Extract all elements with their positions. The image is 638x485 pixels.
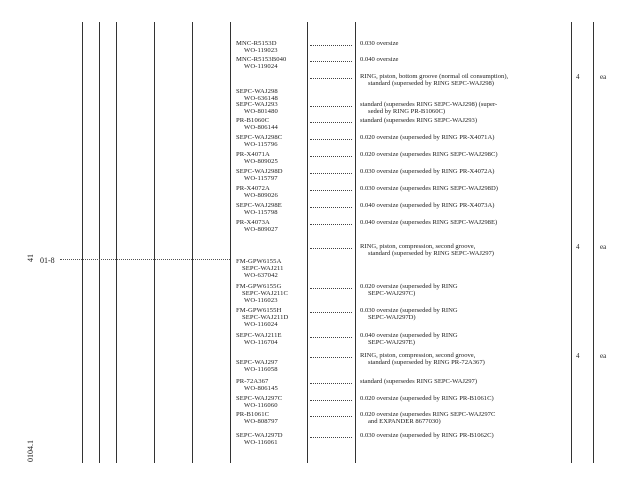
dot-leader — [310, 190, 352, 191]
part-number-line: WO-116704 — [244, 339, 278, 347]
part-number-line: PR-B1060C — [236, 117, 270, 124]
part-number — [236, 56, 306, 70]
page-number: 41 — [26, 254, 35, 262]
dot-leader — [310, 45, 352, 46]
dot-leader — [310, 288, 352, 289]
description — [360, 219, 568, 226]
part-number-line: PR-B1061C — [236, 411, 270, 418]
part-number — [236, 258, 306, 280]
quantity: 4 — [576, 352, 580, 360]
part-number-line: WO-801480 — [244, 108, 278, 116]
dot-leader — [310, 312, 352, 313]
part-number-line: PR-X4072A — [236, 185, 270, 192]
part-number-line: SEPC-WAJ211C — [242, 290, 289, 298]
description-line: 0.020 oversize (supersedes RING SEPC-WAJ297C — [360, 411, 496, 418]
dot-leader — [310, 139, 352, 140]
dot-leader — [310, 156, 352, 157]
quantity: 4 — [576, 243, 580, 251]
part-number-line: SEPC-WAJ297 — [236, 359, 278, 366]
part-number — [236, 185, 306, 199]
part-number-line: WO-116061 — [244, 439, 278, 447]
quantity: 4 — [576, 73, 580, 81]
description — [360, 151, 568, 158]
description — [360, 378, 568, 385]
description — [360, 283, 568, 297]
part-number-line: MNC-R5153B040 — [236, 56, 287, 63]
description — [360, 432, 568, 439]
dot-leader — [310, 106, 352, 107]
part-number — [236, 101, 306, 115]
description-line: standard (supersedes RING SEPC-WAJ297) — [360, 378, 478, 385]
description — [360, 202, 568, 209]
part-number — [236, 378, 306, 392]
description-line: and EXPANDER 8677030) — [368, 418, 441, 426]
description-line: standard (supersedes RING SEPC-WAJ293) — [360, 117, 478, 124]
unit-of-issue: ea — [600, 73, 607, 81]
dot-leader — [310, 337, 352, 338]
dot-leader — [310, 122, 352, 123]
description — [360, 40, 568, 47]
part-number-line: SEPC-WAJ298D — [236, 168, 283, 175]
part-number-line: WO-115798 — [244, 209, 278, 217]
part-number-line: WO-116024 — [244, 321, 278, 329]
group-index: 01-8 — [40, 256, 55, 265]
unit-of-issue: ea — [600, 352, 607, 360]
part-number — [236, 40, 306, 54]
description — [360, 395, 568, 402]
column-rule — [571, 22, 572, 463]
description-line: 0.040 oversize (supersedes RING SEPC-WAJ298E) — [360, 219, 498, 226]
part-number-line: WO-809026 — [244, 192, 278, 200]
page-code: 0104.1 — [26, 440, 35, 462]
dot-leader — [310, 224, 352, 225]
description-line: 0.020 oversize (superseded by RING PR-B1061C) — [360, 395, 494, 402]
group-leader — [60, 259, 230, 260]
part-number — [236, 283, 306, 305]
description — [360, 352, 568, 366]
dot-leader — [310, 383, 352, 384]
dot-leader — [310, 248, 352, 249]
description — [360, 332, 568, 346]
description-line: SEPC-WAJ297C) — [368, 290, 416, 298]
part-number — [236, 432, 306, 446]
dot-leader — [310, 207, 352, 208]
part-number — [236, 151, 306, 165]
part-number-line: SEPC-WAJ298 — [236, 88, 278, 95]
description-line: standard (superseded by RING SEPC-WAJ298) — [368, 80, 494, 88]
part-number-line: WO-119023 — [244, 47, 278, 55]
part-number-line: WO-636148 — [244, 95, 278, 103]
column-rule — [82, 22, 83, 463]
description-line: 0.030 oversize (superseded by RING PR-X4072A) — [360, 168, 495, 175]
part-number-line: WO-806145 — [244, 385, 278, 393]
description-line: SEPC-WAJ297E) — [368, 339, 415, 347]
description-line: 0.020 oversize (superseded by RING PR-X4071A) — [360, 134, 495, 141]
description-line: 0.030 oversize (supersedes RING SEPC-WAJ298D) — [360, 185, 498, 192]
part-number — [236, 307, 306, 329]
description-line: standard (superseded by RING PR-72A367) — [368, 359, 485, 367]
dot-leader — [310, 357, 352, 358]
part-number-line: PR-X4073A — [236, 219, 270, 226]
column-rule — [355, 22, 356, 463]
column-rule — [116, 22, 117, 463]
part-number-line: WO-806144 — [244, 124, 278, 132]
part-number-line: SEPC-WAJ298E — [236, 202, 282, 209]
description-line: 0.040 oversize (superseded by RING PR-X4073A) — [360, 202, 495, 209]
part-number-line: SEPC-WAJ298C — [236, 134, 283, 141]
part-number-line: WO-637042 — [244, 272, 278, 280]
part-number-line: WO-809025 — [244, 158, 278, 166]
part-number-line: FM-GPW6155H — [236, 307, 282, 314]
part-number-line: WO-808797 — [244, 418, 278, 426]
description-line: seded by RING PR-B1060C) — [368, 108, 446, 116]
description — [360, 101, 568, 115]
part-number-line: SEPC-WAJ297D — [236, 432, 283, 439]
part-number — [236, 219, 306, 233]
column-rule — [593, 22, 594, 463]
column-rule — [99, 22, 100, 463]
description-line: 0.030 oversize (superseded by RING PR-B1062C) — [360, 432, 494, 439]
description-line: 0.030 oversize (superseded by RING — [360, 307, 458, 314]
description — [360, 73, 568, 87]
part-number-line: WO-115797 — [244, 175, 278, 183]
description — [360, 243, 568, 257]
part-number — [236, 134, 306, 148]
part-number-line: PR-72A367 — [236, 378, 269, 385]
part-number-line: MNC-R5153D — [236, 40, 277, 47]
part-number — [236, 168, 306, 182]
part-number-line: SEPC-WAJ211 — [242, 265, 284, 273]
dot-leader — [310, 78, 352, 79]
part-number — [236, 411, 306, 425]
description — [360, 307, 568, 321]
description-line: 0.030 oversize — [360, 40, 399, 47]
dot-leader — [310, 416, 352, 417]
description-line: 0.020 oversize (supersedes RING SEPC-WAJ298C) — [360, 151, 498, 158]
part-number-line: WO-119024 — [244, 63, 278, 71]
column-rule — [230, 22, 231, 463]
part-number — [236, 359, 306, 373]
dot-leader — [310, 400, 352, 401]
part-number-line: WO-809027 — [244, 226, 278, 234]
part-number — [236, 117, 306, 131]
part-number-line: WO-116023 — [244, 297, 278, 305]
dot-leader — [310, 173, 352, 174]
dot-leader — [310, 437, 352, 438]
part-number-line: PR-X4071A — [236, 151, 270, 158]
part-number — [236, 332, 306, 346]
part-number-line: SEPC-WAJ211D — [242, 314, 289, 322]
part-number-line: WO-116060 — [244, 402, 278, 410]
description-line: standard (supersedes RING SEPC-WAJ298) (super- — [360, 101, 498, 108]
description-line: RING, piston, bottom groove (normal oil consumption), — [360, 73, 509, 80]
description — [360, 411, 568, 425]
description-line: 0.040 oversize (superseded by RING — [360, 332, 458, 339]
part-number-line: WO-116058 — [244, 366, 278, 374]
unit-of-issue: ea — [600, 243, 607, 251]
description-line: 0.020 oversize (superseded by RING — [360, 283, 458, 290]
part-number-line: WO-115796 — [244, 141, 278, 149]
description-line: RING, piston, compression, second groove, — [360, 352, 476, 359]
description — [360, 168, 568, 175]
description — [360, 56, 568, 63]
description-line: RING, piston, compression, second groove, — [360, 243, 476, 250]
description-line: 0.040 oversize — [360, 56, 399, 63]
description — [360, 134, 568, 141]
column-rule — [307, 22, 308, 463]
part-number — [236, 202, 306, 216]
part-number-line: FM-GPW6155A — [236, 258, 282, 265]
part-number-line: SEPC-WAJ293 — [236, 101, 278, 108]
part-number-line: FM-GPW6155G — [236, 283, 282, 290]
description-line: SEPC-WAJ297D) — [368, 314, 416, 322]
dot-leader — [310, 61, 352, 62]
description-line: standard (superseded by RING SEPC-WAJ297) — [368, 250, 494, 258]
part-number — [236, 395, 306, 409]
part-number-line: SEPC-WAJ211E — [236, 332, 282, 339]
part-number-line: SEPC-WAJ297C — [236, 395, 283, 402]
description — [360, 185, 568, 192]
column-rule — [154, 22, 155, 463]
column-rule — [192, 22, 193, 463]
description — [360, 117, 568, 124]
